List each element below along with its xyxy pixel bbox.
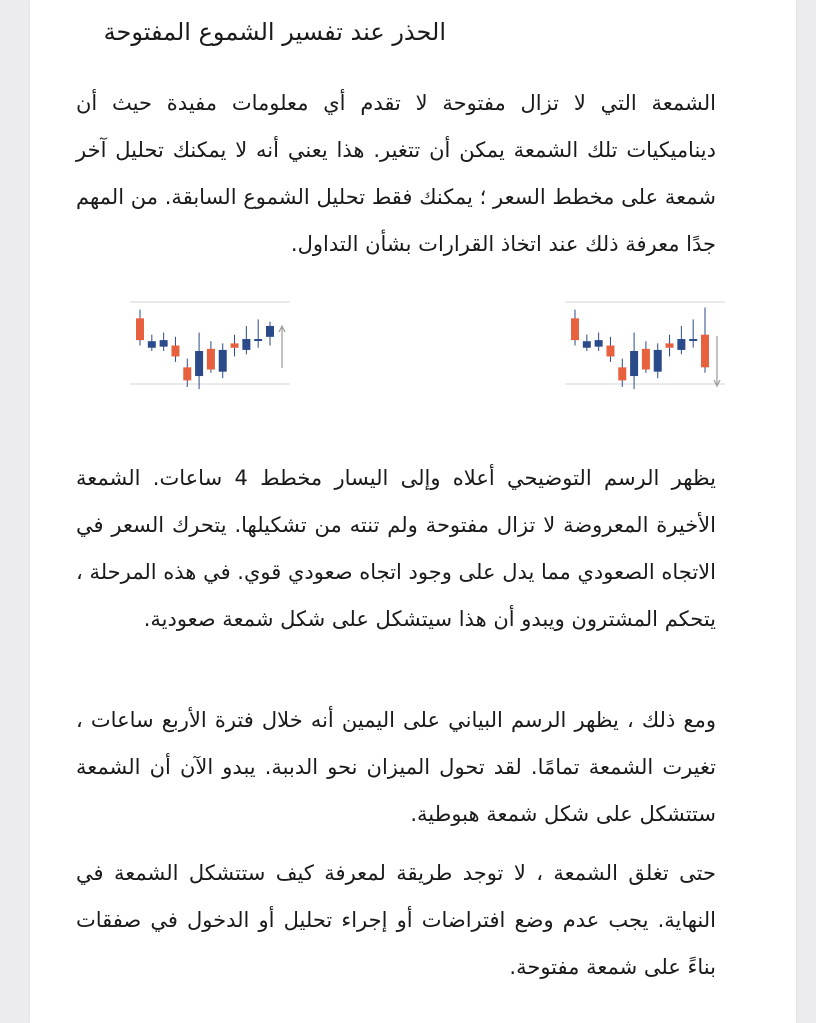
- candle-body: [207, 349, 215, 370]
- candle-body: [183, 367, 191, 380]
- candle-body: [654, 350, 662, 372]
- candle-body: [219, 350, 227, 372]
- candle-body: [606, 346, 614, 357]
- candle-body: [171, 346, 179, 357]
- candle-body: [618, 367, 626, 380]
- candle-body: [689, 339, 697, 341]
- section-title: الحذر عند تفسير الشموع المفتوحة: [103, 18, 446, 46]
- candle-body: [160, 340, 168, 347]
- candle-body: [195, 351, 203, 376]
- candle-body: [595, 340, 603, 347]
- document-page: [30, 0, 796, 1023]
- candle-body: [231, 343, 239, 347]
- candle-body: [148, 341, 156, 348]
- candle-body: [583, 341, 591, 348]
- candlestick-chart-bearish: [555, 296, 730, 406]
- candle-body: [242, 339, 250, 350]
- candle-body: [571, 318, 579, 340]
- paragraph-open-candle-warning: الشمعة التي لا تزال مفتوحة لا تقدم أي معلومات مفيدة حيث أن ديناميكيات تلك الشمعة يمكن أن تتغير. هذا يعني أنه لا يمكنك تحليل آخر شمعة على مخطط السعر ؛ يمكنك فقط تحليل الشموع السابقة. من المهم جدًا معرفة ذلك عند اتخاذ القرارات بشأن التداول.: [76, 91, 716, 256]
- candlestick-chart-bullish: [120, 296, 295, 406]
- paragraph-left-chart-explanation: يظهر الرسم التوضيحي أعلاه وإلى اليسار مخطط 4 ساعات. الشمعة الأخيرة المعروضة لا تزال مفتوحة ولم تنته من تشكيلها. يتحرك السعر في الاتجاه الصعودي مما يدل على وجود اتجاه صعودي قوي. في هذه المرحلة ، يتحكم المشترون ويبدو أن هذا سيتشكل على شكل شمعة صعودية.: [76, 466, 717, 631]
- candle-body: [701, 335, 709, 368]
- candle-body: [254, 339, 262, 341]
- candle-body: [677, 339, 685, 350]
- candle-body: [642, 349, 650, 370]
- candle-body: [666, 343, 674, 347]
- candle-body: [136, 318, 144, 340]
- paragraph-conclusion: حتى تغلق الشمعة ، لا توجد طريقة لمعرفة كيف ستتشكل الشمعة في النهاية. يجب عدم وضع افتراضات أو إجراء تحليل أو الدخول في صفقات بناءً على شمعة مفتوحة.: [76, 861, 716, 979]
- candle-body: [266, 326, 274, 337]
- paragraph-right-chart-explanation: ومع ذلك ، يظهر الرسم البياني على اليمين أنه خلال فترة الأربع ساعات ، تغيرت الشمعة تمامًا. لقد تحول الميزان نحو الدببة. يبدو الآن أن الشمعة ستتشكل على شكل شمعة هبوطية.: [76, 708, 716, 826]
- candle-body: [630, 351, 638, 376]
